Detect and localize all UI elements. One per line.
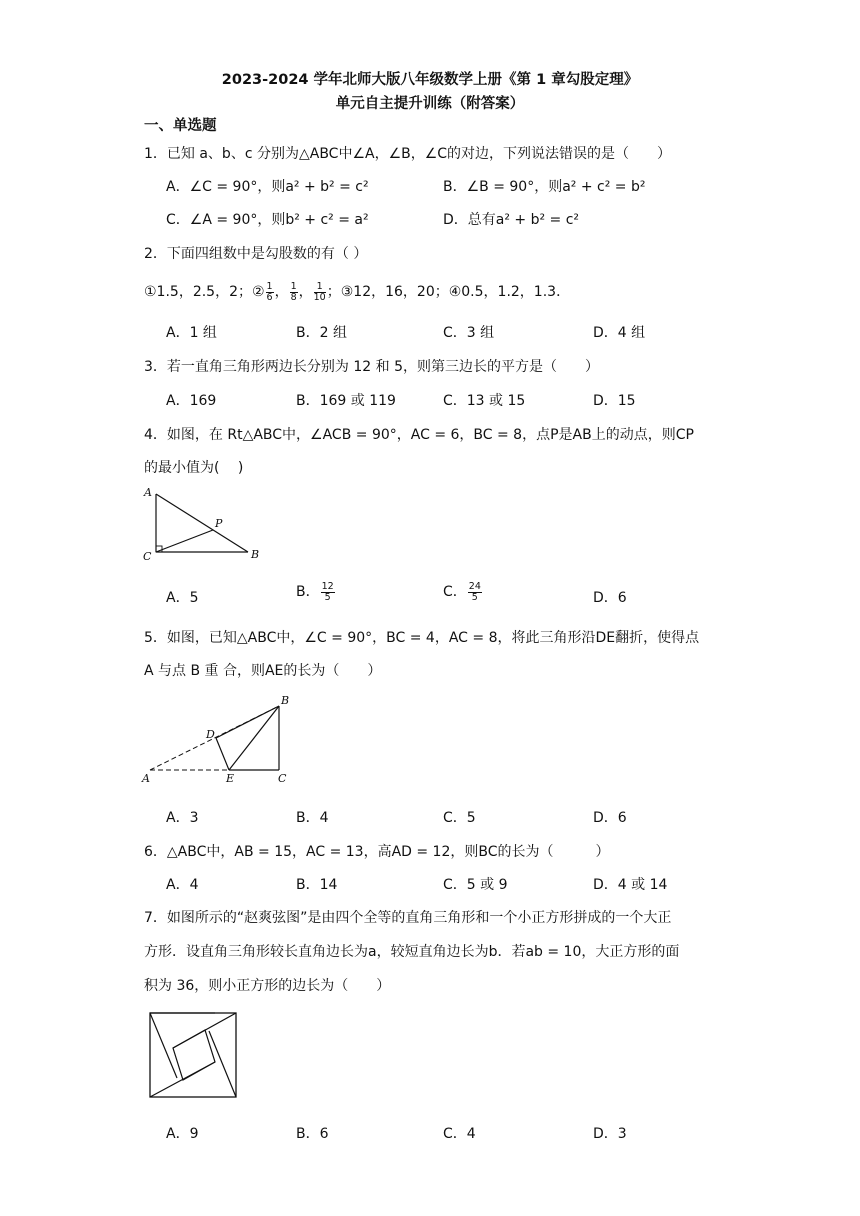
q5-fold-figure [140,692,300,788]
q6-option-c: C．5 或 9 [443,877,508,893]
q5-label-b: B [281,694,290,707]
q7-zhaoshuang-figure [146,1010,240,1100]
q4-label-a: A [144,486,152,499]
q3-option-c: C．13 或 15 [443,393,526,409]
question-5-stem-cont: A 与点 B 重 合，则AE的长为（ ） [144,663,382,679]
q2-group-text-1: ①1.5，2.5，2；② [144,284,265,300]
q7-option-c: C．4 [443,1126,476,1142]
q2-fraction-2 [290,282,298,303]
q2-fraction-1 [266,282,274,303]
question-7-stem-cont2: 积为 36，则小正方形的边长为（ ） [144,978,391,994]
q5-label-a: A [142,772,150,785]
q6-option-d: D．4 或 14 [593,877,668,893]
q2-fraction-2-den: 8 [290,291,297,303]
q3-option-a: A．169 [166,393,217,409]
question-1-stem: 1．已知 a、b、c 分别为△ABC中∠A，∠B，∠C的对边，下列说法错误的是（ ） [144,146,672,162]
q4-label-c: C [143,550,152,563]
q5-option-c: C．5 [443,810,476,826]
q4-option-b-fraction [321,582,335,603]
question-4-stem-cont: 的最小值为( ) [144,460,244,476]
q4-segment-cp [156,530,213,552]
q7-option-b: B．6 [296,1126,329,1142]
q5-label-e: E [226,772,235,785]
q4-option-c-den: 5 [471,591,478,603]
q5-option-b: B．4 [296,810,329,826]
q2-fraction-3 [314,282,326,303]
question-3-stem: 3．若一直角三角形两边长分别为 12 和 5，则第三边长的平方是（ ） [144,359,599,375]
q7-hyp-4 [150,1013,177,1078]
question-7-stem-cont: 方形．设直角三角形较长直角边长为a，较短直角边长为b．若ab = 10，大正方形的面 [144,944,680,960]
q2-sep-2: ， [298,284,313,300]
q1-option-b: B．∠B = 90°，则a² + c² = b² [443,179,646,195]
q5-segment-db [216,706,279,738]
q2-option-a: A．1 组 [166,325,217,341]
q4-option-c-label: C． [443,584,467,600]
q6-option-a: A．4 [166,877,199,893]
q3-option-b: B．169 或 119 [296,393,396,409]
q6-option-b: B．14 [296,877,338,893]
q4-option-c [443,581,483,603]
q2-fraction-2-num: 1 [290,280,297,292]
question-4-stem: 4．如图，在 Rt△ABC中，∠ACB = 90°，AC = 6，BC = 8，点P是AB上的动点，则CP [144,427,694,443]
q4-option-c-num: 24 [468,580,481,592]
q2-sep-1: ， [274,284,289,300]
question-7-stem: 7．如图所示的“赵爽弦图”是由四个全等的直角三角形和一个小正方形拼成的一个大正 [144,910,672,926]
question-2-stem: 2．下面四组数中是勾股数的有（ ） [144,246,368,262]
q7-large-square [150,1013,236,1097]
q7-option-a: A．9 [166,1126,199,1142]
q7-hyp-2 [209,1031,236,1097]
q4-side-ab [156,494,248,552]
q5-option-d: D．6 [593,810,627,826]
q4-option-b-label: B． [296,584,320,600]
q2-group-text-2: ；③12，16，20；④0.5，1.2，1.3． [326,284,571,300]
q4-option-b [296,581,336,603]
section-heading: 一、单选题 [144,118,217,134]
q4-option-a: A．5 [166,590,199,606]
q2-fraction-1-den: 6 [266,291,273,303]
q4-option-d: D．6 [593,590,627,606]
q4-option-b-num: 12 [321,580,334,592]
q2-option-b: B．2 组 [296,325,347,341]
q4-label-b: B [251,548,260,561]
q1-option-c: C．∠A = 90°，则b² + c² = a² [166,212,369,228]
question-6-stem: 6．△ABC中，AB = 15，AC = 13，高AD = 12，则BC的长为（ ） [144,844,610,860]
doc-title-line1: 2023-2024 学年北师大版八年级数学上册《第 1 章勾股定理》 [221,72,639,88]
q1-option-a: A．∠C = 90°，则a² + b² = c² [166,179,369,195]
q5-label-c: C [278,772,287,785]
q2-fraction-3-num: 1 [314,282,326,293]
q2-fraction-3-den: 10 [313,291,326,303]
q5-segment-be [229,706,279,770]
q5-fold-line-de [216,738,229,770]
q4-triangle-figure [138,482,268,564]
q2-option-d: D．4 组 [593,325,646,341]
q4-option-c-fraction [468,582,482,603]
question-5-stem: 5．如图，已知△ABC中，∠C = 90°，BC = 4，AC = 8，将此三角形沿DE翻折，使得点 [144,630,700,646]
q4-option-b-den: 5 [324,591,331,603]
q7-small-square [173,1030,215,1080]
q5-option-a: A．3 [166,810,199,826]
doc-title-line2: 单元自主提升训练（附答案） [335,96,525,112]
q5-label-d: D [206,728,215,741]
question-2-number-groups [144,281,570,303]
q1-option-d: D．总有a² + b² = c² [443,212,580,228]
q7-option-d: D．3 [593,1126,627,1142]
q2-option-c: C．3 组 [443,325,495,341]
q3-option-d: D．15 [593,393,636,409]
q2-fraction-1-num: 1 [266,280,273,292]
q4-label-p: P [215,517,223,530]
